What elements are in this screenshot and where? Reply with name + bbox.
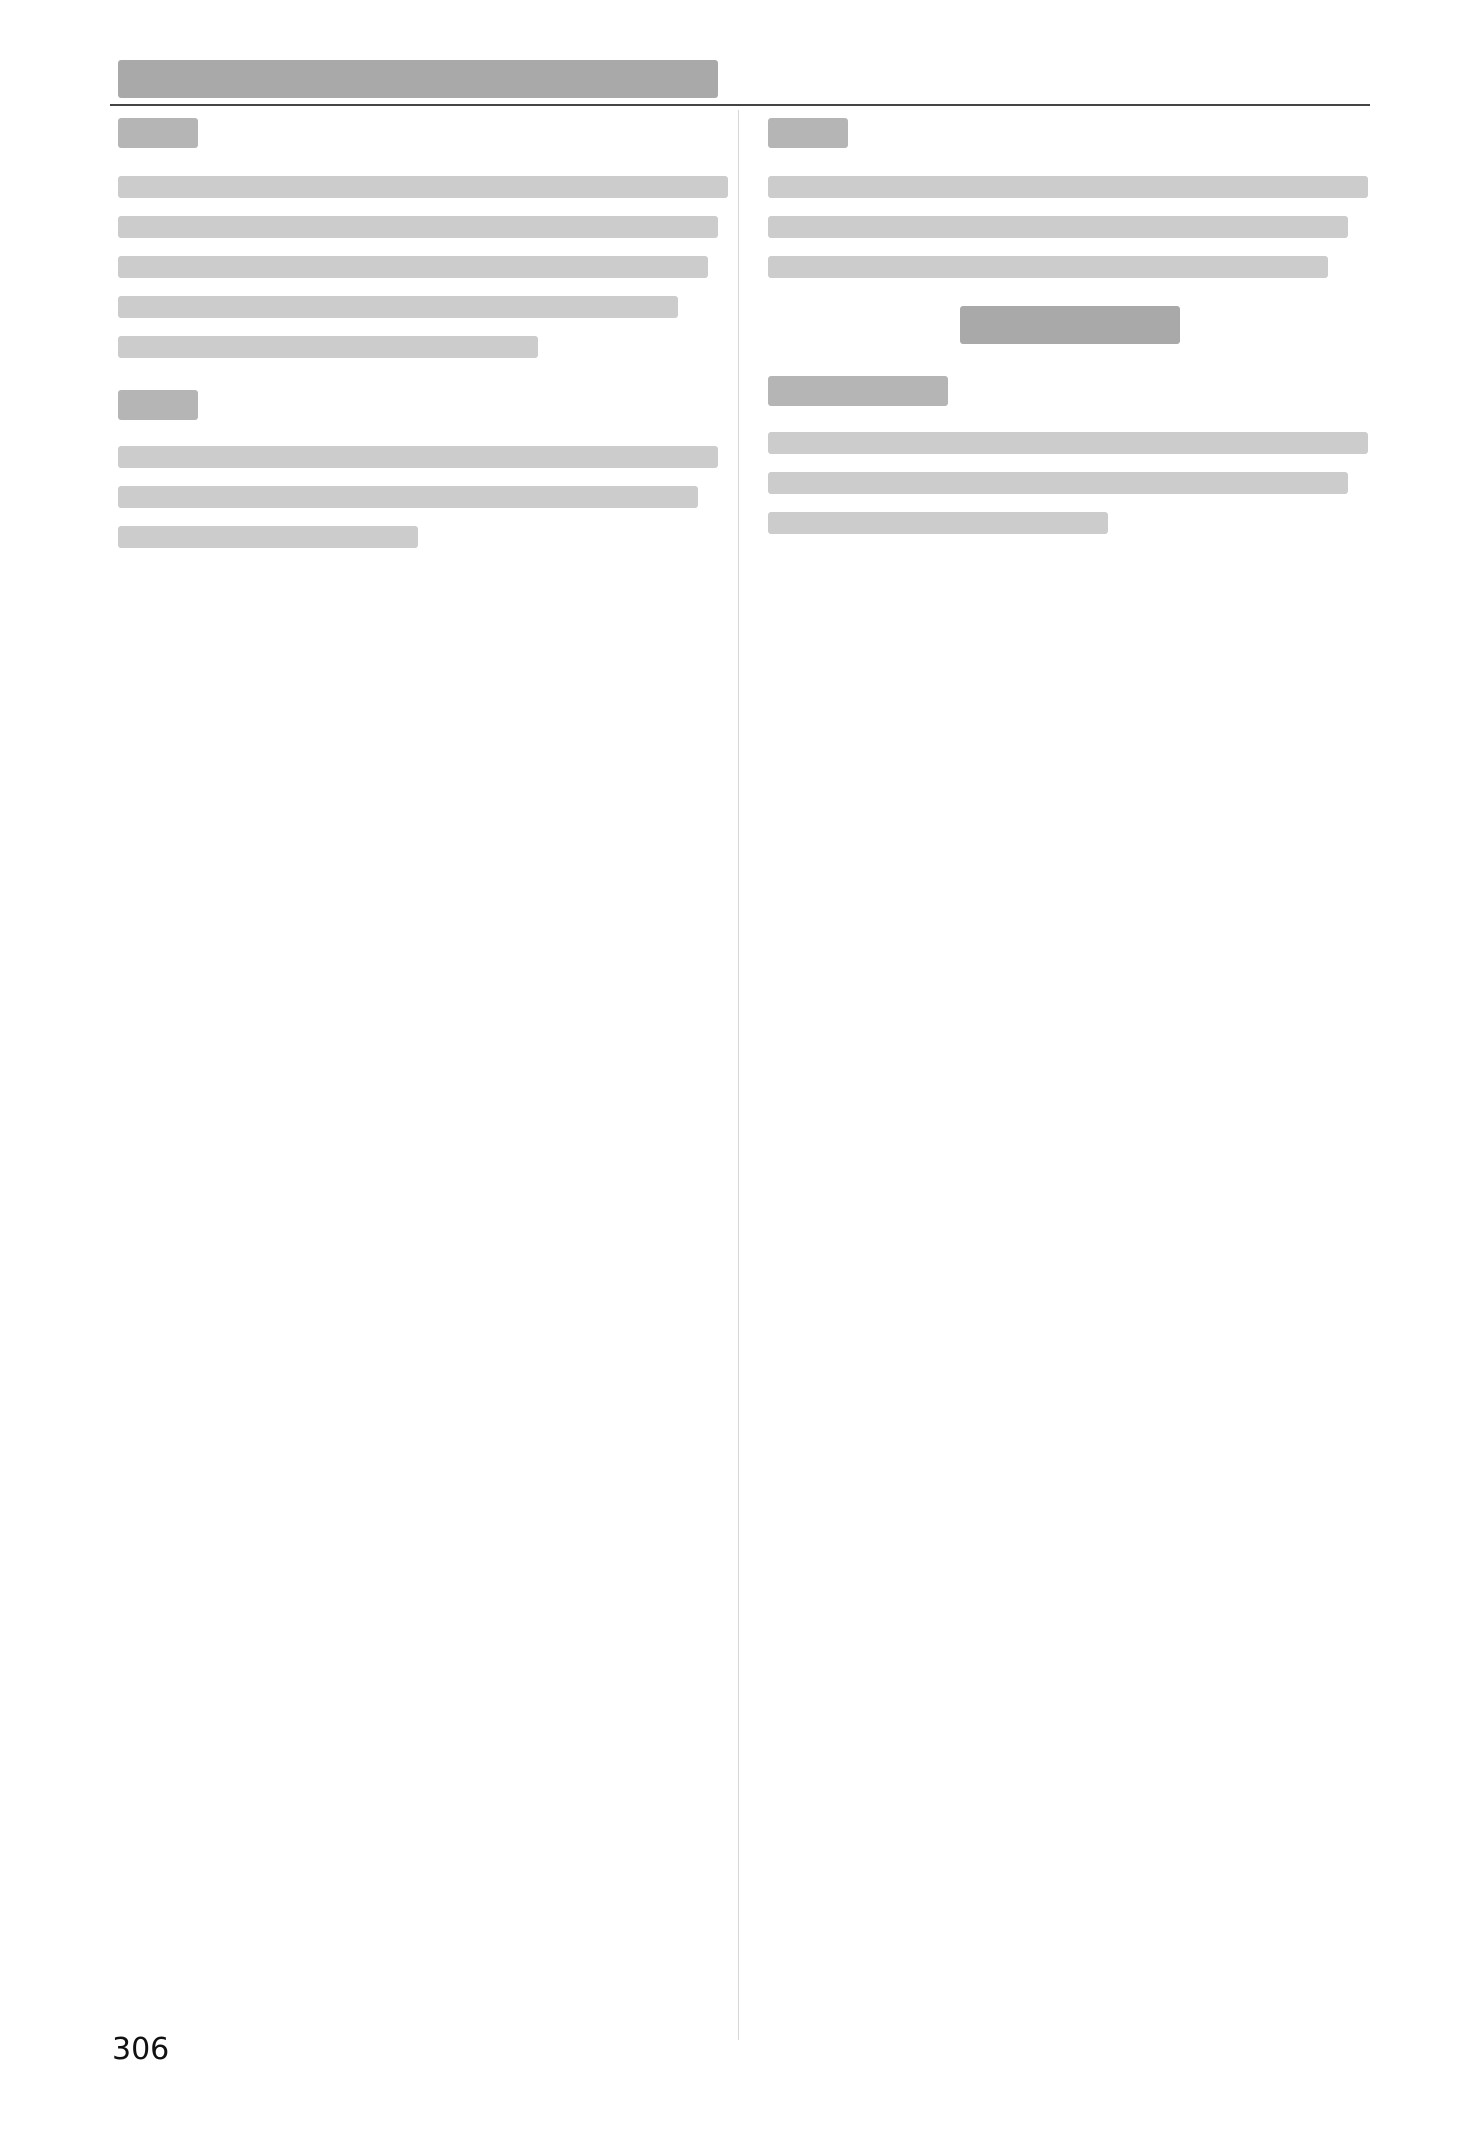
- running-header: [118, 60, 718, 98]
- section-heading: [768, 376, 948, 406]
- text-line: [118, 336, 538, 358]
- text-line: [768, 256, 1328, 278]
- page-number: 306: [112, 2032, 170, 2067]
- text-line: [768, 216, 1348, 238]
- text-line: [768, 432, 1368, 454]
- text-line: [118, 216, 718, 238]
- text-line: [118, 296, 678, 318]
- text-line: [768, 472, 1348, 494]
- section-heading: [118, 390, 198, 420]
- text-line: [118, 486, 698, 508]
- text-line: [118, 256, 708, 278]
- column-divider: [738, 110, 739, 2040]
- text-line: [118, 446, 718, 468]
- text-line: [768, 512, 1108, 534]
- section-title: [960, 306, 1180, 344]
- section-heading: [768, 118, 848, 148]
- text-line: [118, 176, 728, 198]
- text-line: [768, 176, 1368, 198]
- section-heading: [118, 118, 198, 148]
- text-line: [118, 526, 418, 548]
- header-rule: [110, 104, 1370, 106]
